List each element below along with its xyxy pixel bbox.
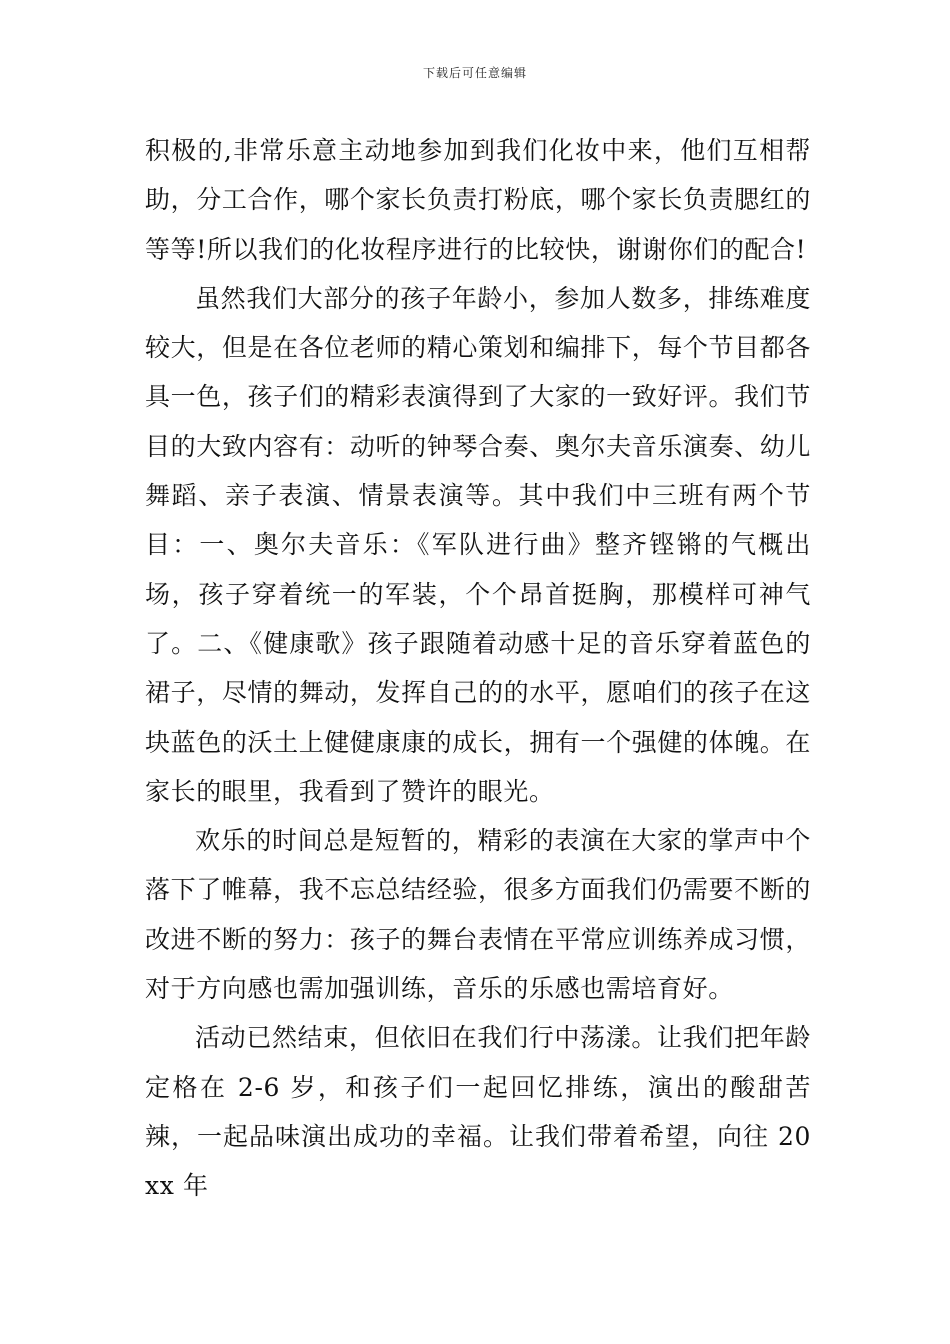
paragraph-3: 欢乐的时间总是短暂的，精彩的表演在大家的掌声中个落下了帷幕，我不忘总结经验，很多方面我们仍需要不断的改进不断的努力：孩子的舞台表情在平常应训练养成习惯，对于方向感也需加强训练，音乐的乐感也需培育好。 [145,826,811,1004]
document-body [145,126,811,1211]
paragraph-2: 虽然我们大部分的孩子年龄小，参加人数多，排练难度较大，但是在各位老师的精心策划和编排下，每个节目都各具一色，孩子们的精彩表演得到了大家的一致好评。我们节目的大致内容有：动听的钟琴合奏、奥尔夫音乐演奏、幼儿舞蹈、亲子表演、情景表演等。其中我们中三班有两个节目：一、奥尔夫音乐：《军队进行曲》整齐铿锵的气概出场，孩子穿着统一的军装，个个昂首挺胸，那模样可神气了。二、《健康歌》孩子跟随着动感十足的音乐穿着蓝色的裙子，尽情的舞动，发挥自己的的水平，愿咱们的孩子在这块蓝色的沃土上健健康康的成长，拥有一个强健的体魄。在家长的眼里，我看到了赞许的眼光。 [145,283,811,806]
paragraph-4: 活动已然结束，但依旧在我们行中荡漾。让我们把年龄定格在 2-6 岁，和孩子们一起回忆排练，演出的酸甜苦辣，一起品味演出成功的幸福。让我们带着希望，向往 20xx 年 [145,1023,811,1201]
page-header: 下载后可任意编辑 [422,66,527,80]
paragraph-1: 积极的,非常乐意主动地参加到我们化妆中来，他们互相帮助，分工合作，哪个家长负责打粉底，哪个家长负责腮红的等等!所以我们的化妆程序进行的比较快，谢谢你们的配合! [145,136,811,264]
